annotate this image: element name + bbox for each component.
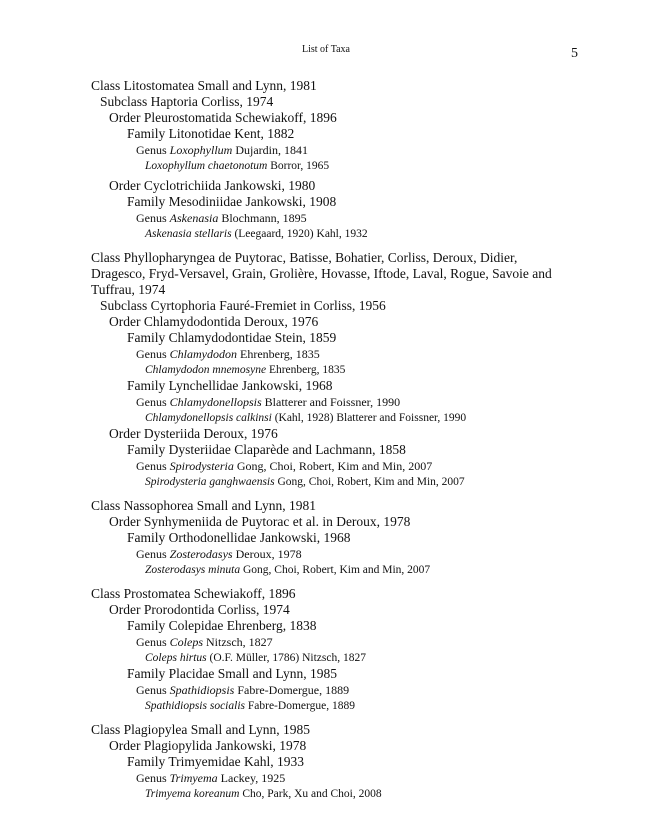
taxon-species xyxy=(91,226,561,242)
taxon-species xyxy=(91,562,561,578)
taxon-text: Genus xyxy=(136,347,170,361)
taxon-genus xyxy=(91,346,561,362)
taxon-family xyxy=(91,618,561,634)
taxon-text: Family Mesodiniidae Jankowski, 1908 xyxy=(127,194,337,209)
taxon-text: Order Synhymeniida de Puytorac et al. in Deroux, 1978 xyxy=(109,514,411,529)
taxon-family xyxy=(91,666,561,682)
taxon-name-italic: Loxophyllum chaetonotum xyxy=(145,160,268,172)
taxon-text: Family Placidae Small and Lynn, 1985 xyxy=(127,666,337,681)
taxon-text: Order Pleurostomatida Schewiakoff, 1896 xyxy=(109,110,337,125)
taxon-text: (Kahl, 1928) Blatterer and Foissner, 1990 xyxy=(271,412,467,424)
taxon-class xyxy=(91,722,561,738)
taxon-text: Family Litonotidae Kent, 1882 xyxy=(127,126,295,141)
taxon-text: Class Plagiopylea Small and Lynn, 1985 xyxy=(91,722,310,737)
taxon-name-italic: Chlamydonellopsis calkinsi xyxy=(145,412,272,424)
taxon-genus xyxy=(91,210,561,226)
taxon-family xyxy=(91,442,561,458)
taxon-order xyxy=(91,738,561,754)
taxon-text: Dujardin, 1841 xyxy=(232,143,308,157)
taxon-name-italic: Askenasia xyxy=(169,211,219,225)
taxon-text: Family Trimyemidae Kahl, 1933 xyxy=(127,754,304,769)
taxon-name-italic: Chlamydonellopsis xyxy=(169,395,262,409)
taxon-text: (Leegaard, 1920) Kahl, 1932 xyxy=(231,228,368,240)
taxon-text: Subclass Haptoria Corliss, 1974 xyxy=(100,94,274,109)
taxon-text: Order Chlamydodontida Deroux, 1976 xyxy=(109,314,319,329)
taxon-species xyxy=(91,786,561,802)
taxon-order xyxy=(91,602,561,618)
taxon-genus xyxy=(91,546,561,562)
taxon-species xyxy=(91,158,561,174)
taxon-order xyxy=(91,110,561,126)
taxon-text: Deroux, 1978 xyxy=(232,547,302,561)
taxa-list xyxy=(91,78,561,802)
taxon-family xyxy=(91,378,561,394)
taxon-family xyxy=(91,194,561,210)
taxon-name-italic: Spirodysteria ganghwaensis xyxy=(145,476,275,488)
taxon-genus xyxy=(91,142,561,158)
taxon-genus xyxy=(91,394,561,410)
taxon-name-italic: Trimyema koreanum xyxy=(145,788,240,800)
taxon-text: Lackey, 1925 xyxy=(217,771,286,785)
taxon-genus xyxy=(91,634,561,650)
taxon-family xyxy=(91,754,561,770)
taxon-text: Genus xyxy=(136,771,170,785)
taxon-text: Cho, Park, Xu and Choi, 2008 xyxy=(239,788,382,800)
taxon-order xyxy=(91,426,561,442)
taxon-text: Class Nassophorea Small and Lynn, 1981 xyxy=(91,498,316,513)
page-number: 5 xyxy=(571,46,578,61)
taxon-class xyxy=(91,498,561,514)
taxon-text: Order Dysteriida Deroux, 1976 xyxy=(109,426,278,441)
taxon-text: Family Dysteriidae Claparède and Lachmann, 1858 xyxy=(127,442,406,457)
taxon-genus xyxy=(91,770,561,786)
taxon-name-italic: Coleps xyxy=(169,635,204,649)
taxon-name-italic: Spathidiopsis xyxy=(169,683,235,697)
taxon-text: Blatterer and Foissner, 1990 xyxy=(261,395,401,409)
taxon-name-italic: Askenasia stellaris xyxy=(145,228,232,240)
taxon-genus xyxy=(91,458,561,474)
taxon-text: Genus xyxy=(136,143,170,157)
taxon-species xyxy=(91,362,561,378)
taxon-text: Fabre-Domergue, 1889 xyxy=(234,683,350,697)
taxon-text: Class Phyllopharyngea de Puytorac, Batisse, Bohatier, Corliss, Deroux, Didier, Dragesco, Fryd-Versavel, Grain, Grolière, Hovasse, Iftode, Laval, Rogue, Savoie and Tuffrau, 1974 xyxy=(91,250,552,297)
taxon-order xyxy=(91,314,561,330)
taxon-text: Order Plagiopylida Jankowski, 1978 xyxy=(109,738,307,753)
taxon-genus xyxy=(91,682,561,698)
taxon-name-italic: Chlamydodon mnemosyne xyxy=(145,364,267,376)
taxon-name-italic: Spirodysteria xyxy=(169,459,234,473)
taxon-order xyxy=(91,178,561,194)
taxon-name-italic: Loxophyllum xyxy=(169,143,233,157)
taxon-text: Family Colepidae Ehrenberg, 1838 xyxy=(127,618,317,633)
taxon-subclass xyxy=(91,298,561,314)
taxon-text: Genus xyxy=(136,635,170,649)
running-head: List of Taxa xyxy=(302,44,350,55)
taxon-name-italic: Zosterodasys xyxy=(169,547,233,561)
taxon-text: Order Prorodontida Corliss, 1974 xyxy=(109,602,290,617)
taxon-subclass xyxy=(91,94,561,110)
taxon-name-italic: Zosterodasys minuta xyxy=(145,564,241,576)
taxon-name-italic: Coleps hirtus xyxy=(145,652,207,664)
taxon-text: Family Orthodonellidae Jankowski, 1968 xyxy=(127,530,351,545)
taxon-text: Blochmann, 1895 xyxy=(218,211,307,225)
taxon-text: Ehrenberg, 1835 xyxy=(237,347,320,361)
taxon-text: Class Prostomatea Schewiakoff, 1896 xyxy=(91,586,296,601)
taxon-class xyxy=(91,250,561,298)
taxon-family xyxy=(91,530,561,546)
taxon-text: Family Chlamydodontidae Stein, 1859 xyxy=(127,330,337,345)
taxon-name-italic: Chlamydodon xyxy=(169,347,238,361)
taxon-text: Subclass Cyrtophoria Fauré-Fremiet in Corliss, 1956 xyxy=(100,298,386,313)
taxon-text: Borror, 1965 xyxy=(267,160,330,172)
taxon-family xyxy=(91,126,561,142)
taxon-text: Genus xyxy=(136,211,170,225)
taxon-text: Gong, Choi, Robert, Kim and Min, 2007 xyxy=(274,476,465,488)
taxon-species xyxy=(91,698,561,714)
taxon-text: Nitzsch, 1827 xyxy=(203,635,273,649)
taxon-text: (O.F. Müller, 1786) Nitzsch, 1827 xyxy=(206,652,366,664)
taxon-species xyxy=(91,410,561,426)
taxon-species xyxy=(91,650,561,666)
taxon-name-italic: Spathidiopsis socialis xyxy=(145,700,245,712)
taxon-order xyxy=(91,514,561,530)
taxon-text: Family Lynchellidae Jankowski, 1968 xyxy=(127,378,333,393)
taxon-text: Order Cyclotrichiida Jankowski, 1980 xyxy=(109,178,316,193)
taxon-class xyxy=(91,78,561,94)
taxon-text: Gong, Choi, Robert, Kim and Min, 2007 xyxy=(240,564,431,576)
taxon-text: Genus xyxy=(136,683,170,697)
taxon-species xyxy=(91,474,561,490)
taxon-text: Genus xyxy=(136,547,170,561)
taxon-class xyxy=(91,586,561,602)
taxon-text: Gong, Choi, Robert, Kim and Min, 2007 xyxy=(233,459,433,473)
taxon-text: Ehrenberg, 1835 xyxy=(266,364,346,376)
taxon-family xyxy=(91,330,561,346)
taxon-name-italic: Trimyema xyxy=(169,771,218,785)
taxon-text: Class Litostomatea Small and Lynn, 1981 xyxy=(91,78,317,93)
taxon-text: Genus xyxy=(136,459,170,473)
taxon-text: Fabre-Domergue, 1889 xyxy=(245,700,355,712)
taxon-text: Genus xyxy=(136,395,170,409)
